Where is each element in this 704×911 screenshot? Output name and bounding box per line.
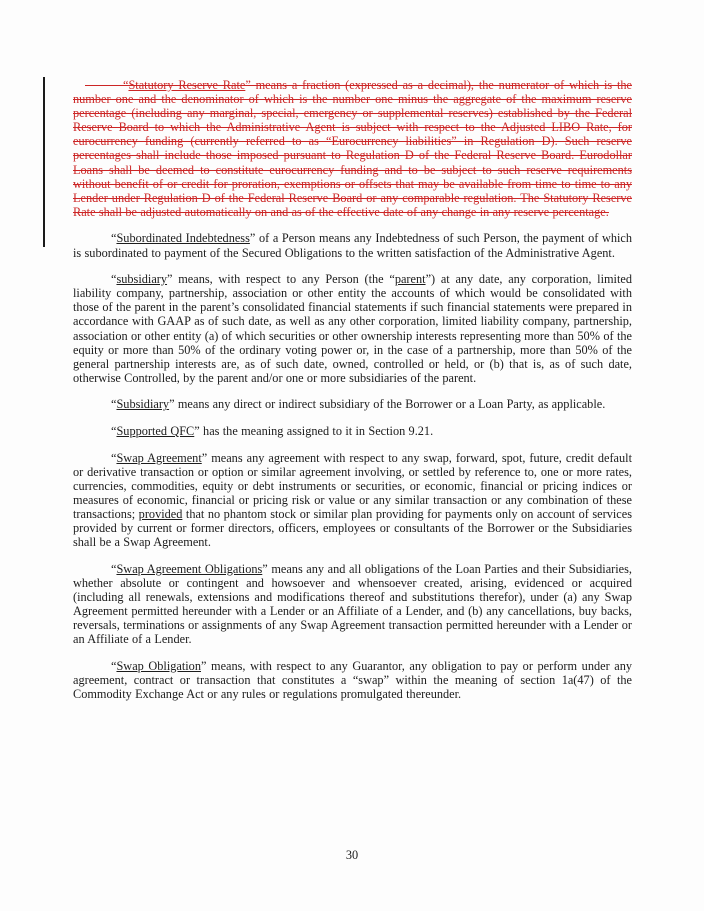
page-number: 30 bbox=[345, 848, 359, 862]
defined-term: Subordinated Indebtedness bbox=[116, 231, 250, 246]
definition-subordinated-indebtedness bbox=[73, 231, 632, 259]
text-run: ” means any direct or indirect subsidiary of the Borrower or a Loan Party, as applicable. bbox=[169, 397, 606, 412]
text-run: that no phantom stock or similar plan providing for payments only on account of services provided by current or former directors, officers, employees or consultants of the Borrower or the Subsidiaries shall be a Swap Agreement. bbox=[73, 506, 632, 550]
definition-subsidiary-capitalized bbox=[73, 397, 632, 411]
defined-term: Subsidiary bbox=[116, 397, 170, 412]
text-run: ” means any agreement with respect to any swap, forward, spot, future, credit default or derivative transaction or option or similar agreement involving, or settled by reference to, one or more rates, currencies, commodities, equity or debt instruments or securities, or economic, financial or pricing indices or measures of economic, financial or pricing risk or value or any similar transaction or any combination of these transactions; bbox=[73, 450, 632, 521]
defined-term: Swap Obligation bbox=[116, 658, 201, 673]
text-run: “ bbox=[111, 658, 117, 673]
revision-change-bar bbox=[43, 77, 45, 247]
definition-subsidiary-lowercase bbox=[73, 272, 632, 385]
definition-statutory-reserve-rate bbox=[73, 78, 632, 219]
defined-term: Statutory Reserve Rate bbox=[128, 78, 246, 92]
text-run: ” has the meaning assigned to it in Section 9.21. bbox=[194, 423, 434, 438]
definition-swap-agreement-obligations bbox=[73, 562, 632, 647]
text-run: ” means a fraction (expressed as a decimal), the numerator of which is the number one and the denominator of which is the number one minus the aggregate of the maximum reserve percentage (including any marginal, special, emergency or supplemental reserves) established by the Federal Reserve Board to which the Administrative Agent is subject with respect to the Adjusted LIBO Rate, for eurocurrency funding (currently referred to as “Eurocurrency liabilities” in Regulation D). Such reserve percentages shall include those imposed pursuant to Regulation D of the Federal Reserve Board. Eurodollar Loans shall be deemed to constitute eurocurrency funding and to be subject to such reserve requirements without benefit of or credit for proration, exemptions or offsets that may be available from time to time to any Lender under Regulation D of the Federal Reserve Board or any comparable regulation. The Statutory Reserve Rate shall be adjusted automatically on and as of the effective date of any change in any reserve percentage. bbox=[73, 78, 632, 219]
text-run: ” of a Person means any Indebtedness of such Person, the payment of which is subordinated to payment of the Secured Obligations to the written satisfaction of the Administrative Agent. bbox=[73, 231, 632, 260]
defined-term: Swap Agreement bbox=[116, 450, 202, 465]
text-run: ” means, with respect to any Person (the “ bbox=[167, 272, 395, 287]
text-run: “ bbox=[111, 397, 117, 412]
defined-term: subsidiary bbox=[116, 272, 168, 287]
text-run: “ bbox=[111, 561, 117, 576]
text-run: “ bbox=[123, 78, 129, 92]
text-run: ”) at any date, any corporation, limited liability company, partnership, association or other entity the accounts of which would be consolidated with those of the parent in the parent’s consolidated financial statements if such financial statements were prepared in accordance with GAAP as of such date, as well as any other corporation, limited liability company, partnership, association or other entity (a) of which securities or other ownership interests representing more than 50% of the equity or more than 50% of the ordinary voting power or, in the case of a partnership, more than 50% of the general partnership interests are, as of such date, owned, controlled or held, or (b) that is, as of such date, otherwise Controlled, by the parent and/or one or more subsidiaries of the parent. bbox=[73, 272, 632, 385]
text-run: “ bbox=[111, 423, 117, 438]
text-run: ” means, with respect to any Guarantor, any obligation to pay or perform under any agreement, contract or transaction that constitutes a “swap” within the meaning of section 1a(47) of the Commodity Exchange Act or any rules or regulations promulgated thereunder. bbox=[73, 658, 633, 701]
defined-term: provided bbox=[138, 506, 183, 521]
text-run: “ bbox=[111, 450, 117, 465]
definition-swap-agreement bbox=[73, 451, 632, 550]
defined-term: Supported QFC bbox=[116, 423, 195, 438]
document-body bbox=[73, 78, 632, 714]
text-run: ” means any and all obligations of the Loan Parties and their Subsidiaries, whether absolute or contingent and howsoever and whensoever created, arising, evidenced or acquired (including all renewals, extensions and modifications thereof and substitutions therefor), under (a) any Swap Agreement permitted hereunder with a Lender or an Affiliate of a Lender, and (b) any cancellations, buy backs, reversals, terminations or assignments of any Swap Agreement transaction permitted hereunder with a Lender or an Affiliate of a Lender. bbox=[73, 561, 632, 647]
text-run: “ bbox=[111, 272, 117, 287]
defined-term: parent bbox=[394, 272, 426, 287]
text-run: “ bbox=[111, 231, 117, 246]
definition-supported-qfc bbox=[73, 424, 632, 438]
definition-swap-obligation bbox=[73, 659, 632, 701]
deleted-tab-leader bbox=[85, 85, 123, 86]
defined-term: Swap Agreement Obligations bbox=[116, 561, 263, 576]
